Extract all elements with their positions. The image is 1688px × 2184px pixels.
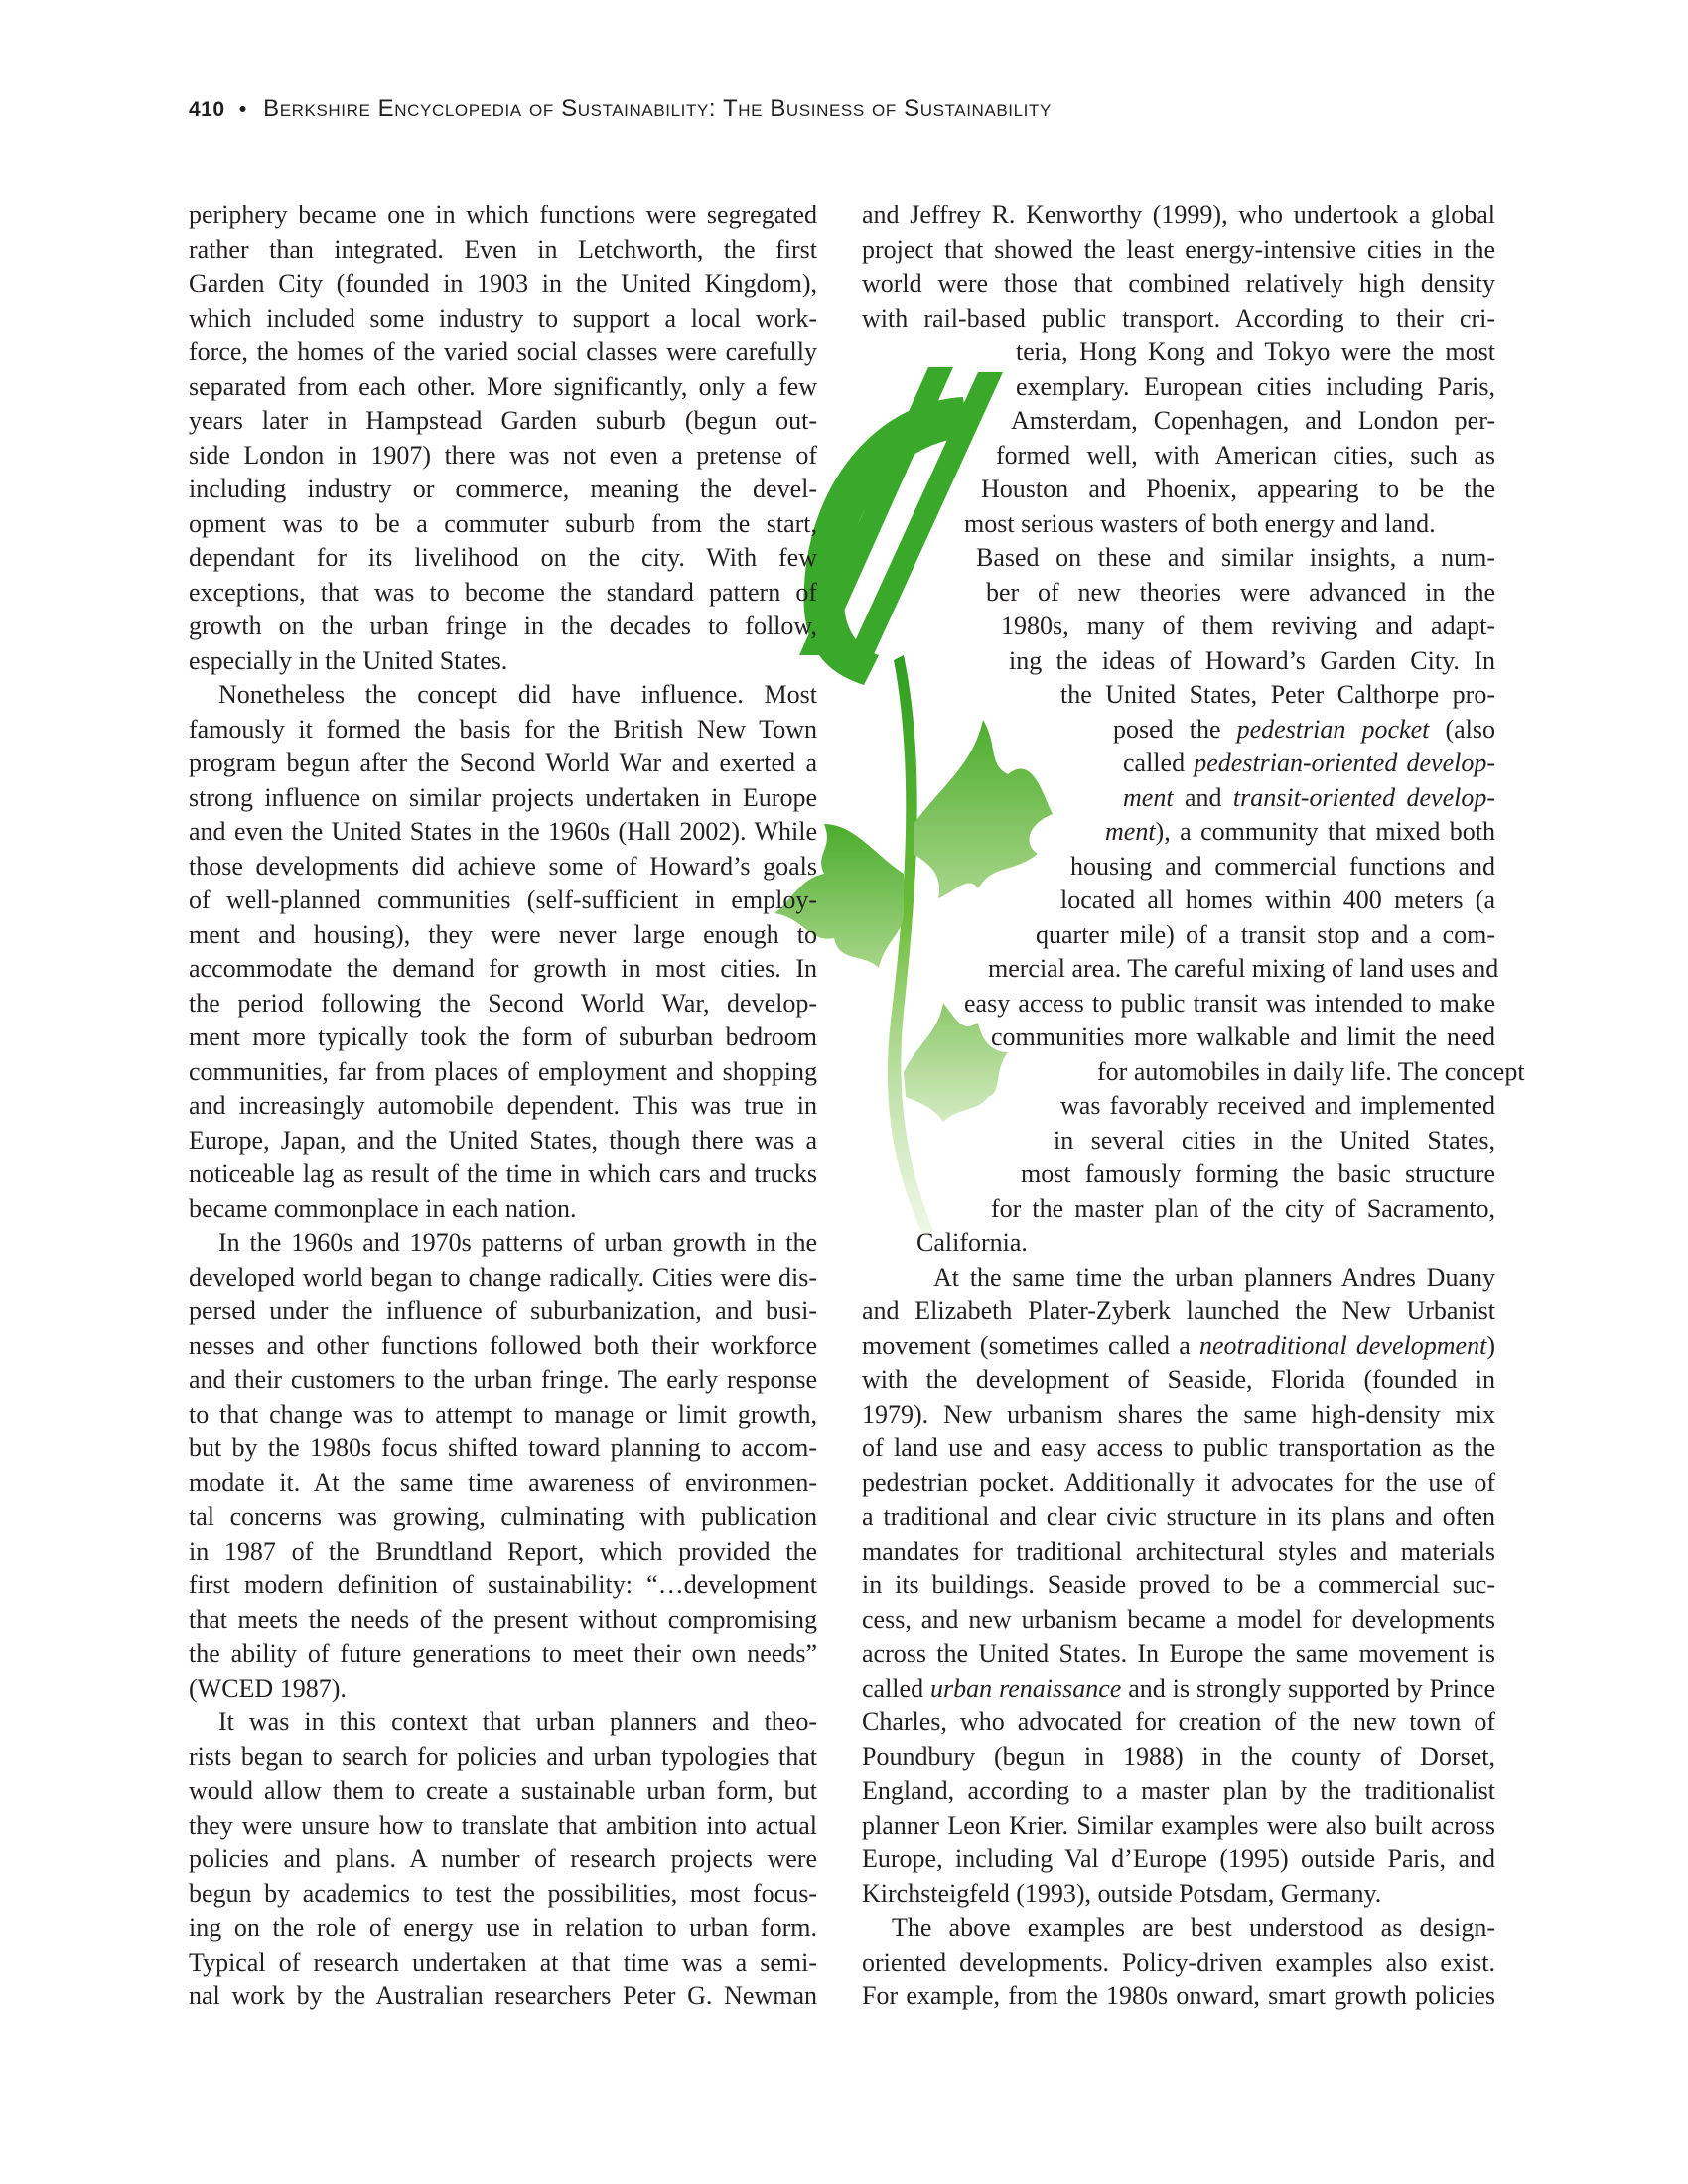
text-line: planner Leon Krier. Similar examples were also built across: [862, 1810, 1495, 1840]
text-line: In the 1960s and 1970s patterns of urban growth in the: [218, 1228, 817, 1257]
text-line: ment and transit-oriented develop-: [1123, 782, 1495, 812]
text-line: and their customers to the urban fringe. The early response: [189, 1365, 817, 1394]
text-line: The above examples are best understood as design-: [892, 1913, 1495, 1942]
text-line: separated from each other. More significantly, only a few: [189, 371, 817, 401]
text-line: (WCED 1987).: [189, 1673, 347, 1703]
text-line: nesses and other functions followed both their workforce: [189, 1330, 817, 1360]
text-line: oriented developments. Policy-driven examples also exist.: [862, 1947, 1495, 1977]
text-line: project that showed the least energy-intensive cities in the: [862, 234, 1495, 264]
text-line: Europe, including Val d’Europe (1995) outside Paris, and: [862, 1844, 1495, 1873]
running-header: [189, 95, 1052, 123]
text-line: most serious wasters of both energy and land.: [964, 508, 1436, 538]
text-line: nal work by the Australian researchers Peter G. Newman: [189, 1981, 817, 2010]
text-line: famously it formed the basis for the British New Town: [189, 714, 817, 744]
text-line: in several cities in the United States,: [1054, 1125, 1495, 1155]
text-line: communities, far from places of employment and shopping: [189, 1056, 817, 1086]
text-line: called urban renaissance and is strongly supported by Prince: [862, 1673, 1495, 1703]
text-line: in 1987 of the Brundtland Report, which provided the: [189, 1536, 817, 1566]
text-line: It was in this context that urban planners and theo-: [218, 1707, 817, 1736]
text-line: but by the 1980s focus shifted toward planning to accom-: [189, 1433, 817, 1462]
text-line: communities more walkable and limit the need: [991, 1023, 1495, 1051]
text-line: Amsterdam, Copenhagen, and London per-: [1011, 406, 1495, 435]
text-line: rather than integrated. Even in Letchworth, the first: [189, 234, 817, 264]
text-line: ment and housing), they were never large enough to: [189, 919, 817, 949]
text-line: side London in 1907) there was not even a pretense of: [189, 440, 817, 470]
text-line: Garden City (founded in 1903 in the United Kingdom),: [189, 269, 817, 298]
header-bullet: •: [238, 98, 247, 121]
text-line: easy access to public transit was intended to make: [964, 988, 1495, 1018]
text-line: which included some industry to support a local work-: [189, 303, 817, 333]
text-line: posed the pedestrian pocket (also: [1113, 714, 1496, 744]
text-line: across the United States. In Europe the same movement is: [862, 1639, 1495, 1668]
text-line: program begun after the Second World War and exerted a: [189, 749, 817, 777]
text-line: cess, and new urbanism became a model for developments: [862, 1604, 1495, 1634]
text-line: located all homes within 400 meters (a: [1060, 886, 1495, 914]
text-line: England, according to a master plan by the traditionalist: [862, 1776, 1495, 1805]
page-number: 410: [189, 98, 225, 121]
text-line: called pedestrian-oriented develop-: [1123, 749, 1495, 777]
text-line: became commonplace in each nation.: [189, 1193, 577, 1223]
text-line: mandates for traditional architectural styles and materials: [862, 1536, 1495, 1566]
text-line: formed well, with American cities, such as: [996, 440, 1495, 470]
text-line: in its buildings. Seaside proved to be a commercial suc-: [862, 1570, 1495, 1599]
text-line: the United States, Peter Calthorpe pro-: [1060, 680, 1495, 709]
text-line: periphery became one in which functions were segregated: [189, 201, 817, 229]
text-line: 1980s, many of them reviving and adapt-: [1001, 612, 1495, 640]
text-line: At the same time the urban planners Andres Duany: [933, 1262, 1495, 1292]
text-line: California.: [916, 1228, 1028, 1257]
text-line: noticeable lag as result of the time in which cars and trucks: [189, 1160, 817, 1188]
text-line: to that change was to attempt to manage or limit growth,: [189, 1399, 817, 1429]
text-line: dependant for its livelihood on the city. With few: [189, 543, 817, 572]
text-line: begun by academics to test the possibilities, most focus-: [189, 1878, 817, 1908]
text-line: ing on the role of energy use in relation to urban form.: [189, 1913, 817, 1942]
text-line: would allow them to create a sustainable urban form, but: [189, 1776, 817, 1805]
text-line: housing and commercial functions and: [1070, 851, 1495, 881]
text-line: rists began to search for policies and urban typologies that: [189, 1741, 817, 1771]
text-line: especially in the United States.: [189, 645, 508, 675]
text-line: with rail-based public transport. According to their cri-: [862, 303, 1495, 333]
text-line: a traditional and clear civic structure in its plans and often: [862, 1502, 1495, 1531]
text-line: ing the ideas of Howard’s Garden City. In: [1009, 645, 1495, 675]
running-title: Berkshire Encyclopedia of Sustainability: The Business of Sustainability: [263, 95, 1052, 122]
text-line: and even the United States in the 1960s (Hall 2002). While: [189, 817, 817, 846]
text-line: ment), a community that mixed both: [1105, 817, 1495, 846]
right-column: [862, 199, 1525, 2014]
text-line: mercial area. The careful mixing of land uses and: [988, 954, 1499, 983]
text-line: they were unsure how to translate that ambition into actual: [189, 1810, 817, 1840]
text-line: Kirchsteigfeld (1993), outside Potsdam, Germany.: [862, 1878, 1382, 1908]
text-line: Charles, who advocated for creation of the new town of: [862, 1707, 1495, 1736]
text-line: those developments did achieve some of Howard’s goals: [189, 851, 817, 881]
text-line: and increasingly automobile dependent. This was true in: [189, 1091, 817, 1120]
text-line: years later in Hampstead Garden suburb (begun out-: [189, 406, 817, 435]
text-line: Poundbury (begun in 1988) in the county of Dorset,: [862, 1741, 1495, 1771]
left-column: [189, 199, 817, 2014]
text-line: Typical of research undertaken at that time was a semi-: [189, 1947, 817, 1977]
text-line: force, the homes of the varied social classes were carefully: [189, 338, 817, 366]
text-line: policies and plans. A number of research projects were: [189, 1844, 817, 1873]
text-line: persed under the influence of suburbanization, and busi-: [189, 1297, 817, 1325]
text-line: ber of new theories were advanced in the: [986, 577, 1495, 607]
text-line: modate it. At the same time awareness of environmen-: [189, 1467, 817, 1497]
text-line: quarter mile) of a transit stop and a com-: [1036, 919, 1495, 949]
text-line: teria, Hong Kong and Tokyo were the most: [1016, 338, 1495, 366]
text-line: tal concerns was growing, culminating with publication: [189, 1502, 817, 1531]
text-line: pedestrian pocket. Additionally it advocates for the use of: [862, 1467, 1495, 1497]
text-line: of land use and easy access to public transportation as the: [862, 1433, 1495, 1462]
text-line: the ability of future generations to meet their own needs”: [189, 1639, 817, 1668]
text-line: first modern definition of sustainability: “…development: [189, 1570, 817, 1599]
text-line: accommodate the demand for growth in most cities. In: [189, 954, 817, 983]
text-line: Houston and Phoenix, appearing to be the: [981, 475, 1495, 503]
text-line: with the development of Seaside, Florida (founded in: [862, 1365, 1495, 1394]
text-line: was favorably received and implemented: [1060, 1091, 1495, 1120]
text-line: for automobiles in daily life. The concept: [1097, 1056, 1525, 1086]
text-line: most famously forming the basic structure: [1021, 1160, 1495, 1188]
text-line: including industry or commerce, meaning the devel-: [189, 475, 817, 503]
text-line: opment was to be a commuter suburb from the start,: [189, 508, 817, 538]
text-line: exceptions, that was to become the standard pattern of: [189, 577, 817, 607]
text-line: movement (sometimes called a neotraditional development): [862, 1330, 1495, 1360]
text-line: for the master plan of the city of Sacramento,: [991, 1193, 1495, 1223]
text-line: and Jeffrey R. Kenworthy (1999), who undertook a global: [862, 201, 1495, 229]
text-line: growth on the urban fringe in the decades to follow,: [189, 612, 817, 640]
text-line: and Elizabeth Plater-Zyberk launched the New Urbanist: [862, 1297, 1495, 1325]
text-line: exemplary. European cities including Paris,: [1016, 371, 1495, 401]
text-line: Nonetheless the concept did have influence. Most: [218, 680, 817, 709]
text-line: developed world began to change radically. Cities were dis-: [189, 1262, 817, 1292]
text-line: strong influence on similar projects undertaken in Europe: [189, 782, 817, 812]
text-line: Based on these and similar insights, a num-: [976, 543, 1495, 572]
text-line: world were those that combined relatively high density: [862, 269, 1495, 298]
text-line: that meets the needs of the present without compromising: [189, 1604, 817, 1634]
text-line: 1979). New urbanism shares the same high-density mix: [862, 1399, 1495, 1429]
text-line: of well-planned communities (self-sufficient in employ-: [189, 886, 817, 914]
text-line: For example, from the 1980s onward, smart growth policies: [862, 1981, 1495, 2010]
text-line: the period following the Second World War, develop-: [189, 988, 817, 1018]
text-line: Europe, Japan, and the United States, though there was a: [189, 1125, 817, 1155]
text-line: ment more typically took the form of suburban bedroom: [189, 1023, 817, 1051]
